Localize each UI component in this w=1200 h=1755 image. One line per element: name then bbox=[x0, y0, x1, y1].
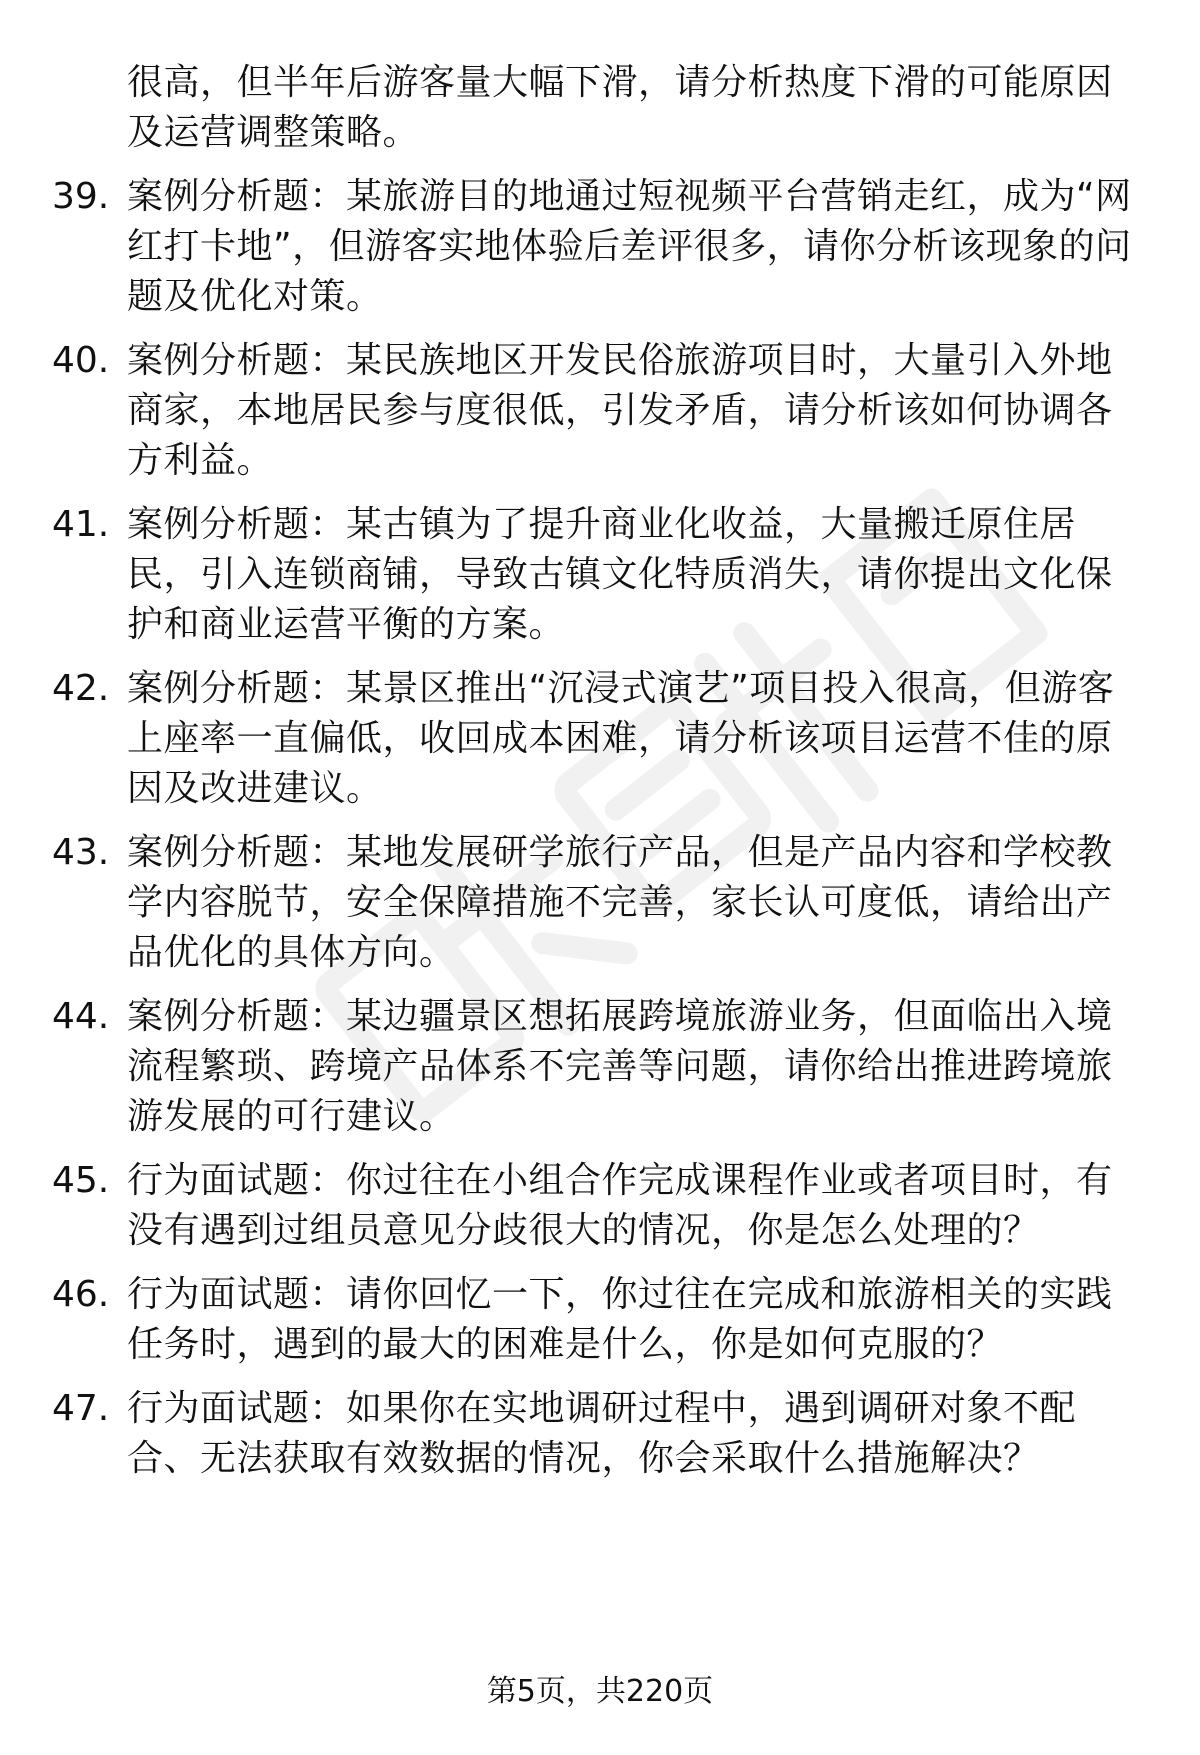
question-number: 47. bbox=[52, 1388, 110, 1429]
question-text: 案例分析题：某旅游目的地通过短视频平台营销走红，成为“网红打卡地”，但游客实地体验后差评很多，请你分析该现象的问题及优化对策。 bbox=[127, 176, 1132, 317]
question-text: 行为面试题：如果你在实地调研过程中，遇到调研对象不配合、无法获取有效数据的情况，你会采取什么措施解决？ bbox=[127, 1388, 1077, 1479]
question-text: 案例分析题：某民族地区开发民俗旅游项目时，大量引入外地商家，本地居民参与度很低，引发矛盾，请分析该如何协调各方利益。 bbox=[127, 340, 1113, 481]
question-number: 41. bbox=[52, 504, 110, 545]
question-number: 43. bbox=[52, 832, 110, 873]
continuation-paragraph: 很高，但半年后游客量大幅下滑，请分析热度下滑的可能原因及运营调整策略。 bbox=[127, 62, 1113, 153]
question-number: 39. bbox=[52, 176, 110, 217]
question-number: 42. bbox=[52, 668, 110, 709]
question-text: 案例分析题：某边疆景区想拓展跨境旅游业务，但面临出入境流程繁琐、跨境产品体系不完善等问题，请你给出推进跨境旅游发展的可行建议。 bbox=[127, 996, 1113, 1137]
question-number: 40. bbox=[52, 340, 110, 381]
question-number: 45. bbox=[52, 1160, 110, 1201]
question-text: 案例分析题：某地发展研学旅行产品，但是产品内容和学校教学内容脱节，安全保障措施不完善，家长认可度低，请给出产品优化的具体方向。 bbox=[127, 832, 1113, 973]
question-number: 44. bbox=[52, 996, 110, 1037]
question-text: 案例分析题：某古镇为了提升商业化收益，大量搬迁原住居民，引入连锁商铺，导致古镇文化特质消失，请你提出文化保护和商业运营平衡的方案。 bbox=[127, 504, 1113, 645]
question-number: 46. bbox=[52, 1274, 110, 1315]
question-text: 行为面试题：你过往在小组合作完成课程作业或者项目时，有没有遇到过组员意见分歧很大的情况，你是怎么处理的？ bbox=[127, 1160, 1113, 1251]
question-text: 案例分析题：某景区推出“沉浸式演艺”项目投入很高，但游客上座率一直偏低，收回成本困难，请分析该项目运营不佳的原因及改进建议。 bbox=[127, 668, 1115, 809]
question-text: 行为面试题：请你回忆一下，你过往在完成和旅游相关的实践任务时，遇到的最大的困难是什么，你是如何克服的？ bbox=[127, 1274, 1113, 1365]
page-footer: 第5页，共220页 bbox=[486, 1674, 714, 1709]
